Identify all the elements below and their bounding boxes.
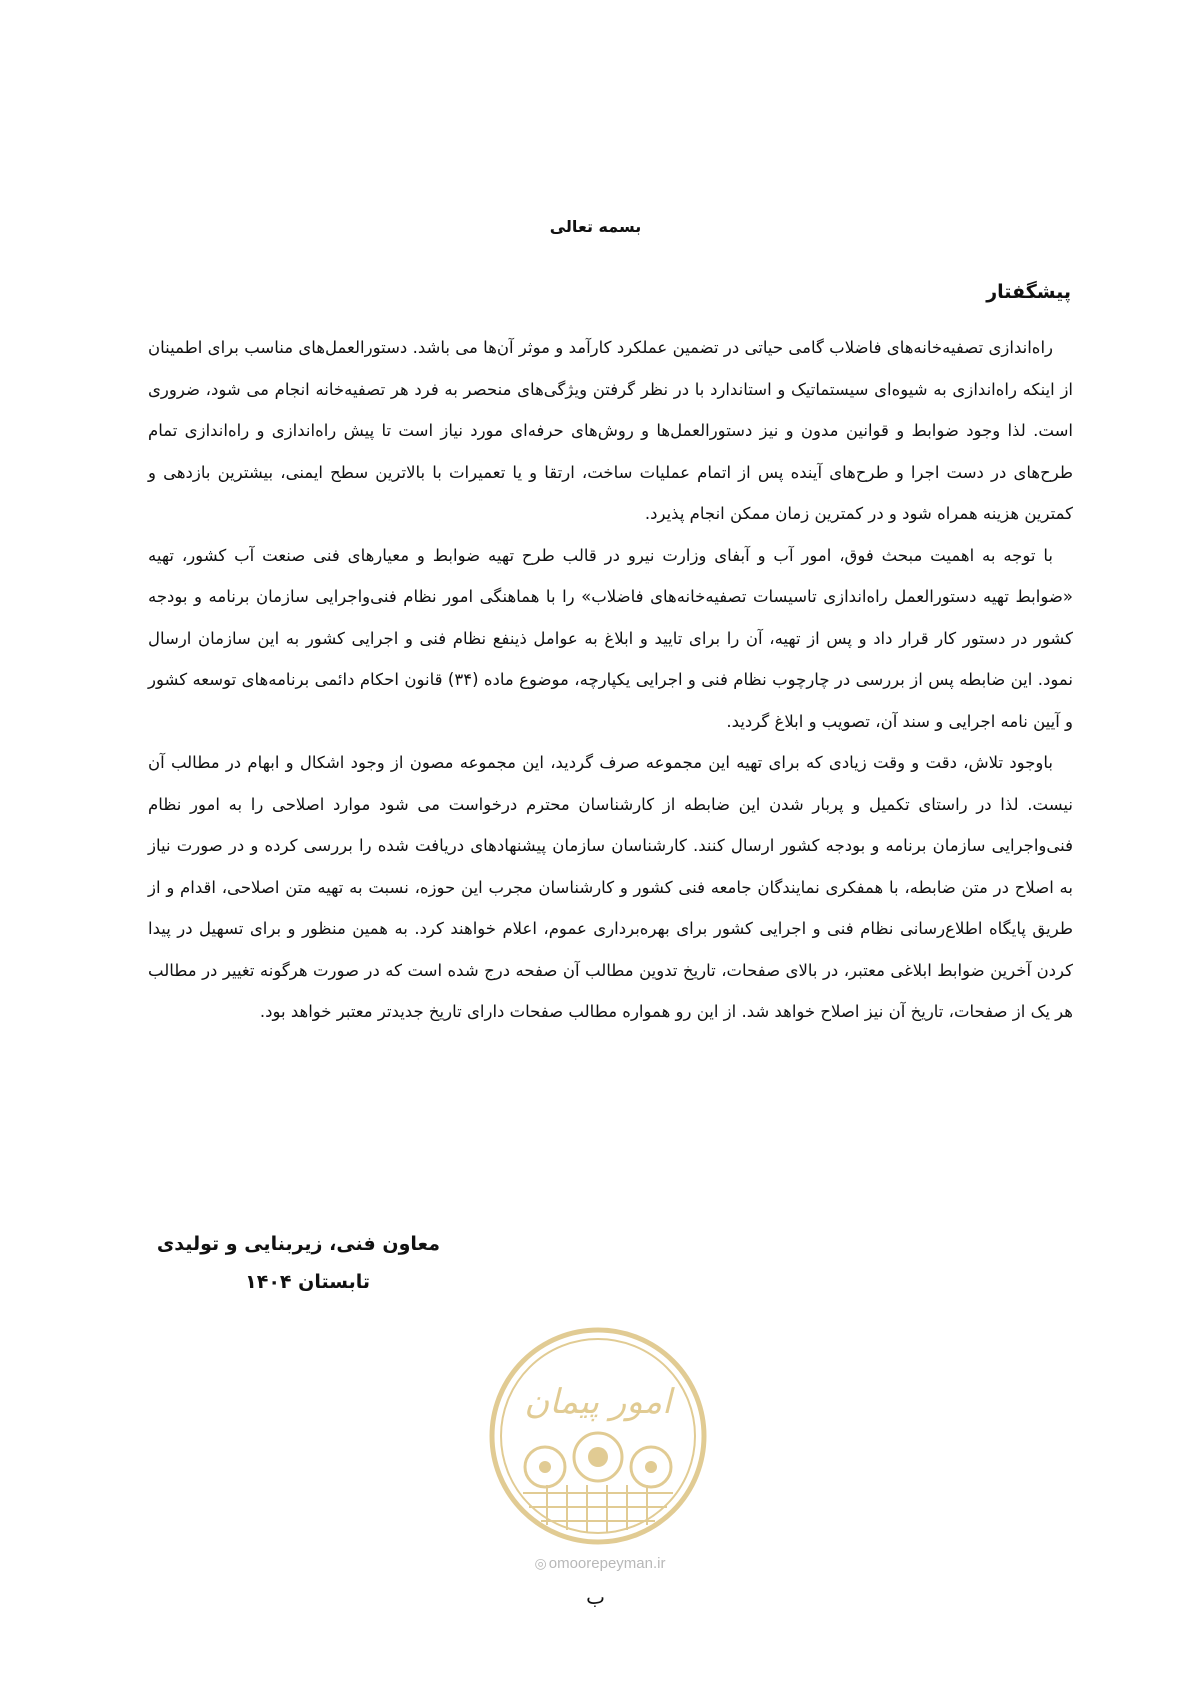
paragraph-3: باوجود تلاش، دقت و وقت زیادی که برای تهیه این مجموعه صرف گردید، این مجموعه مصون از وجود اشکال و ابهام در مطالب آن نیست. لذا در راستای تکمیل و پربار شدن این ضابطه از کارشناسان محترم درخواست می شود موارد اصلاحی را به امور نظام فنی‌واجرایی سازمان برنامه و بودجه کشور ارسال کنند. کارشناسان سازمان پیشنهادهای دریافت شده را بررسی کرده و در صورت نیاز به اصلاح در متن ضابطه، با همفکری نمایندگان جامعه فنی کشور و کارشناسان مجرب این حوزه، نسبت به تهیه متن اصلاحی، اقدام و از طریق پایگاه اطلاع‌رسانی نظام فنی و اجرایی کشور برای بهره‌برداری عموم، اعلام خواهند کرد. به همین منظور و برای تسهیل در پیدا کردن آخرین ضوابط ابلاغی معتبر، در بالای صفحات، تاریخ تدوین مطالب آن صفحه درج شده است که در صورت هرگونه تغییر در مطالب هر یک از صفحات، تاریخ آن نیز اصلاح خواهد شد. از این رو همواره مطالب صفحات دارای تاریخ جدیدتر معتبر خواهد بود. xyxy=(148,753,1073,1021)
paragraph-2: با توجه به اهمیت مبحث فوق، امور آب و آبفای وزارت نیرو در قالب طرح تهیه ضوابط و معیارهای فنی صنعت آب کشور، تهیه «ضوابط تهیه دستورالعمل راه‌اندازی تاسیسات تصفیه‌خانه‌های فاضلاب» را با هماهنگی امور نظام فنی‌واجرایی سازمان برنامه و بودجه کشور در دستور کار قرار داد و پس از تهیه، آن را برای تایید و ابلاغ به عوامل ذینفع نظام فنی و اجرایی کشور به این سازمان ارسال نمود. این ضابطه پس از بررسی در چارچوب نظام فنی و اجرایی یکپارچه، موضوع ماده (۳۴) قانون احکام دائمی برنامه‌های توسعه کشور و آیین نامه اجرایی و سند آن، تصویب و ابلاغ گردید. xyxy=(148,545,1073,731)
body-text xyxy=(148,327,1073,1033)
website-text: omoorepeyman.ir xyxy=(548,1555,666,1572)
basmala: بسمه تعالی xyxy=(549,217,642,236)
signatory-title: معاون فنی، زیربنایی و تولیدی xyxy=(156,1233,440,1255)
section-heading: پیشگفتار xyxy=(986,281,1071,303)
signature-date: تابستان ۱۴۰۴ xyxy=(245,1271,370,1293)
seal-logo-icon xyxy=(487,1325,709,1547)
website-watermark xyxy=(470,1555,730,1572)
page-number: ب xyxy=(586,1585,605,1609)
at-sign-icon: ◎ xyxy=(534,1555,547,1571)
svg-text:امور پیمان: امور پیمان xyxy=(524,1382,672,1422)
paragraph-1: راه‌اندازی تصفیه‌خانه‌های فاضلاب گامی حیاتی در تضمین عملکرد کارآمد و موثر آن‌ها می باشد. دستورالعمل‌های مناسب برای اطمینان از اینکه راه‌اندازی به شیوه‌ای سیستماتیک و استاندارد با در نظر گرفتن ویژگی‌های منحصر به فرد هر تصفیه‌خانه انجام می شود، ضروری است. لذا وجود ضوابط و قوانین مدون و نیز دستورالعمل‌ها و روش‌های حرفه‌ای مورد نیاز است تا پیش راه‌اندازی و راه‌اندازی تمام طرح‌های در دست اجرا و طرح‌های آینده پس از اتمام عملیات ساخت، ارتقا و یا تعمیرات با بالاترین سطح ایمنی، بیشترین بازدهی و کمترین هزینه همراه شود و در کمترین زمان ممکن انجام پذیرد. xyxy=(148,338,1073,523)
